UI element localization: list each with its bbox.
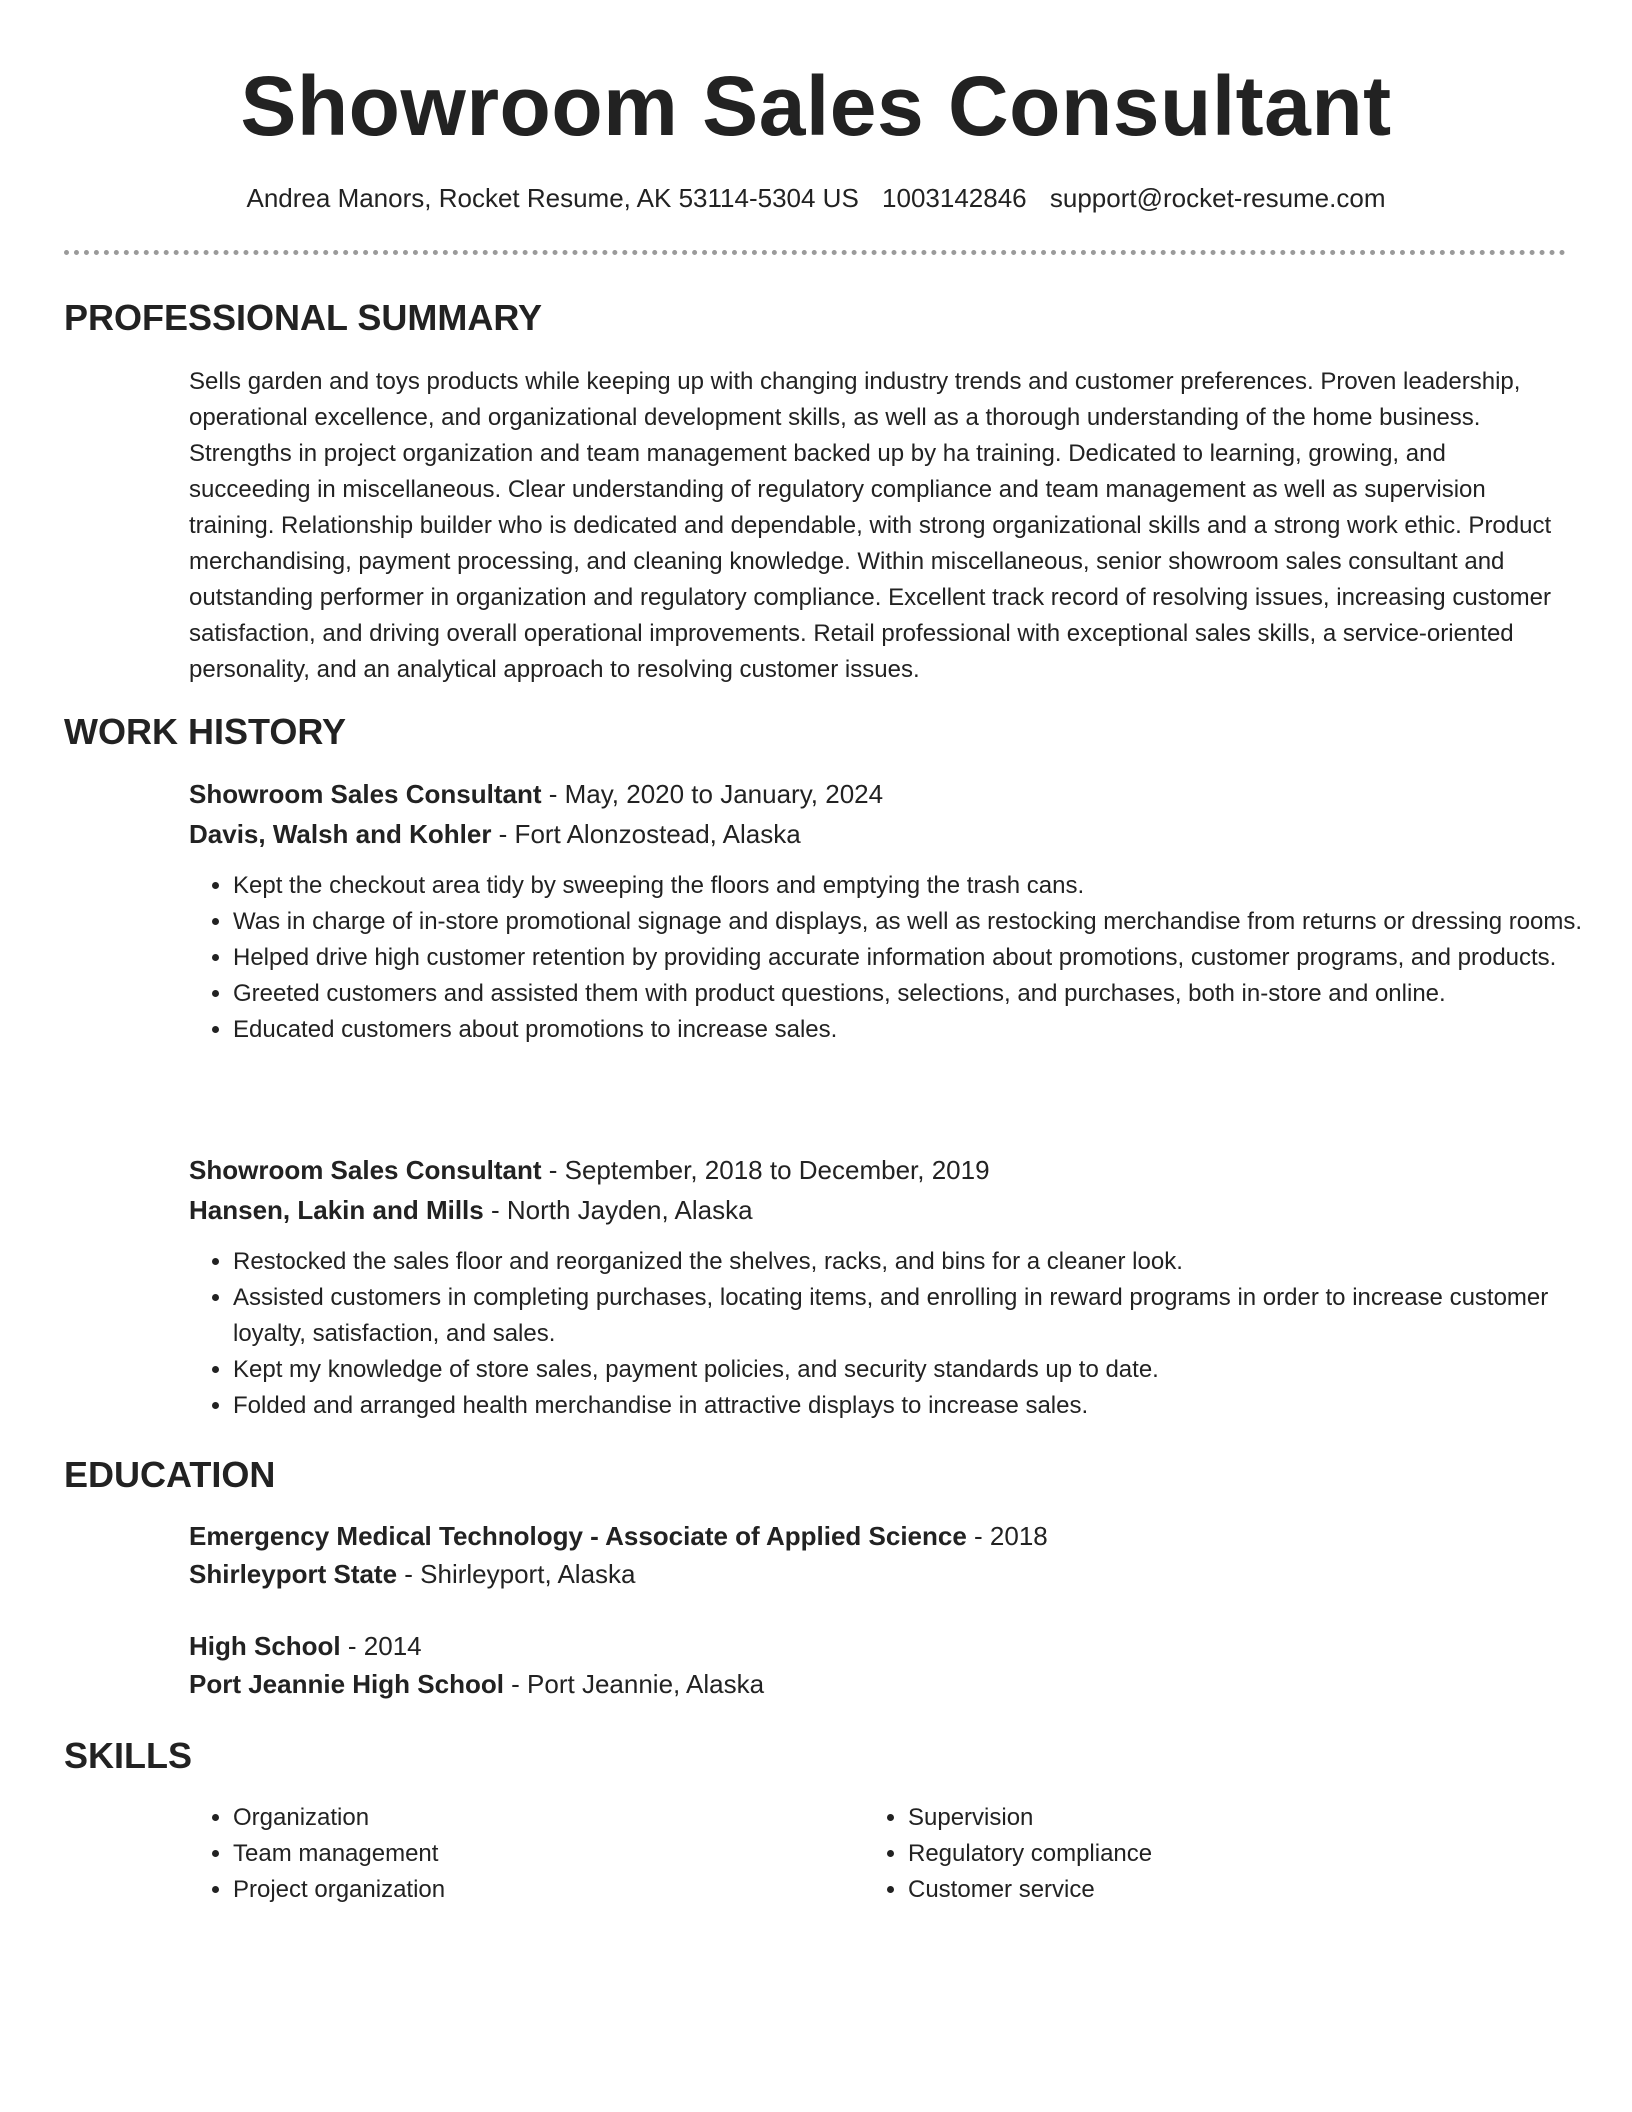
job-company: Davis, Walsh and Kohler — [189, 819, 492, 849]
job-company-line — [189, 816, 801, 852]
header-divider — [64, 250, 1566, 255]
skill-item: • Supervision — [908, 1800, 1528, 1836]
job-dates: - May, 2020 to January, 2024 — [541, 779, 884, 809]
skill-item: • Team management — [233, 1836, 853, 1872]
education-location: - Shirleyport, Alaska — [397, 1559, 636, 1589]
education-year: - 2018 — [966, 1521, 1048, 1551]
job-title: Showroom Sales Consultant — [189, 1155, 542, 1185]
section-heading-education: EDUCATION — [64, 1454, 276, 1495]
list-item: • Folded and arranged health merchandise in attractive displays to increase sales. — [233, 1388, 1613, 1424]
list-item: • Helped drive high customer retention by providing accurate information about promotions, customer programs, and products. — [233, 940, 1613, 976]
education-year: - 2014 — [340, 1631, 422, 1661]
skills-list-left — [189, 1800, 853, 1908]
education-location: - Port Jeannie, Alaska — [503, 1669, 765, 1699]
skills-list-right — [864, 1800, 1528, 1908]
job-company-line — [189, 1192, 753, 1228]
education-school-line — [189, 1556, 636, 1592]
contact-phone: 1003142846 — [882, 183, 1027, 213]
job-bullets — [189, 1244, 1613, 1424]
education-degree-line — [189, 1518, 1048, 1554]
section-heading-summary: PROFESSIONAL SUMMARY — [64, 297, 543, 338]
education-degree: Emergency Medical Technology - Associate of Applied Science — [189, 1521, 967, 1551]
job-title-line — [189, 776, 883, 812]
summary-text: Sells garden and toys products while keeping up with changing industry trends and customer preferences. Proven leadership, operational excellence, and organizational development skills, as well as a thorough understanding of the home business. Strengths in project organization and team management backed up by ha training. Dedicated to learning, growing, and succeeding in miscellaneous. Clear understanding of regulatory compliance and team management as well as supervision training. Relationship builder who is dedicated and dependable, with strong organizational skills and a strong work ethic. Product merchandising, payment processing, and cleaning knowledge. Within miscellaneous, senior showroom sales consultant and outstanding performer in organization and regulatory compliance. Excellent track record of resolving issues, increasing customer satisfaction, and driving overall operational improvements. Retail professional with exceptional sales skills, a service-oriented personality, and an analytical approach to resolving customer issues. — [189, 368, 1552, 683]
list-item: • Kept my knowledge of store sales, payment policies, and security standards up to date. — [233, 1352, 1613, 1388]
job-company: Hansen, Lakin and Mills — [189, 1195, 484, 1225]
job-bullets — [189, 868, 1613, 1048]
skill-item: • Customer service — [908, 1872, 1528, 1908]
skill-item: • Regulatory compliance — [908, 1836, 1528, 1872]
list-item: • Greeted customers and assisted them with product questions, selections, and purchases, both in-store and online. — [233, 976, 1613, 1012]
job-title-line — [189, 1152, 990, 1188]
job-dates: - September, 2018 to December, 2019 — [541, 1155, 990, 1185]
list-item: • Educated customers about promotions to increase sales. — [233, 1012, 1613, 1048]
contact-address: Andrea Manors, Rocket Resume, AK 53114-5304 US — [246, 183, 859, 213]
job-location: - Fort Alonzostead, Alaska — [491, 819, 801, 849]
contact-line — [0, 180, 1632, 216]
skill-item: • Project organization — [233, 1872, 853, 1908]
job-location: - North Jayden, Alaska — [483, 1195, 753, 1225]
education-school: Port Jeannie High School — [189, 1669, 504, 1699]
section-heading-work-history: WORK HISTORY — [64, 711, 347, 752]
section-heading-skills: SKILLS — [64, 1735, 193, 1776]
list-item: • Was in charge of in-store promotional signage and displays, as well as restocking merchandise from returns or dressing rooms. — [233, 904, 1613, 940]
skill-item: • Organization — [233, 1800, 853, 1836]
list-item: • Restocked the sales floor and reorganized the shelves, racks, and bins for a cleaner look. — [233, 1244, 1613, 1280]
page-title: Showroom Sales Consultant — [240, 59, 1392, 153]
education-school-line — [189, 1666, 764, 1702]
education-school: Shirleyport State — [189, 1559, 398, 1589]
education-degree: High School — [189, 1631, 341, 1661]
list-item: • Kept the checkout area tidy by sweeping the floors and emptying the trash cans. — [233, 868, 1613, 904]
contact-email: support@rocket-resume.com — [1049, 183, 1386, 213]
education-degree-line — [189, 1628, 422, 1664]
job-title: Showroom Sales Consultant — [189, 779, 542, 809]
list-item: • Assisted customers in completing purchases, locating items, and enrolling in reward programs in order to increase customer loyalty, satisfaction, and sales. — [233, 1280, 1613, 1352]
